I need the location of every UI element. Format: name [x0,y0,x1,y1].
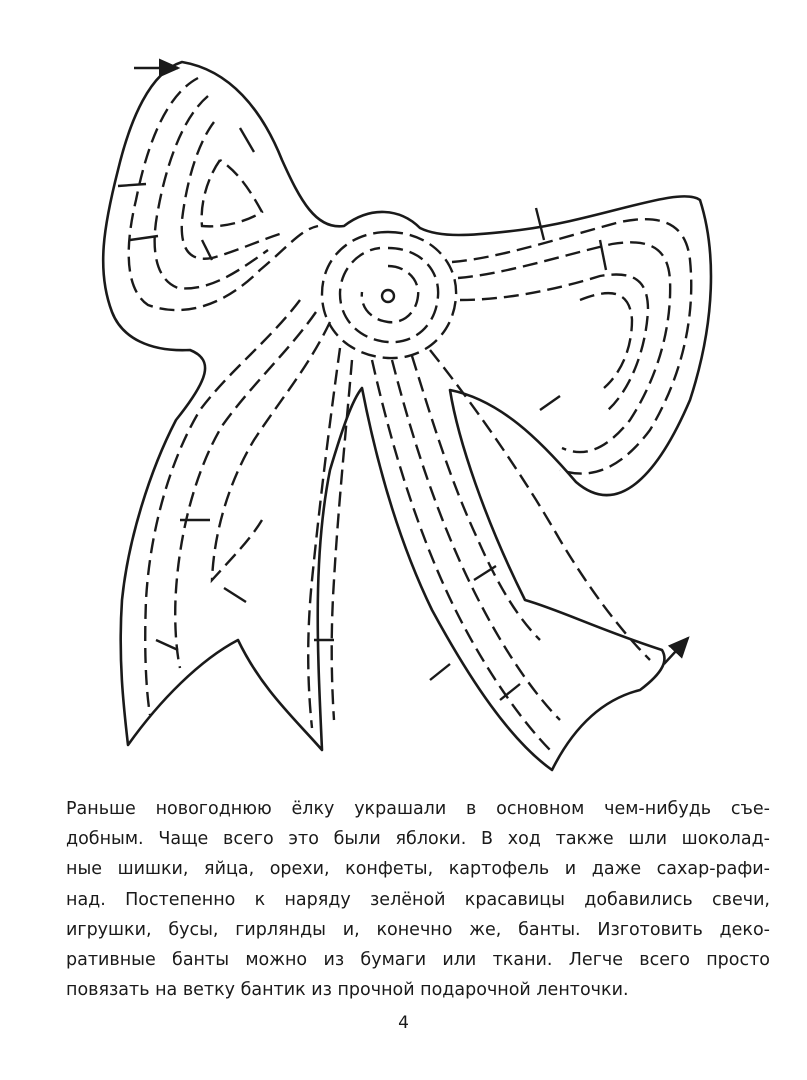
text-line: добным. Чаще всего это были яблоки. В ход также шли шоколад- [66,829,770,850]
knot-ring-inner [362,266,418,322]
finish-arrow-icon [664,638,688,664]
page-number: 4 [398,1013,409,1033]
text-line: ративные банты можно из бумаги или ткани. Легче всего просто [66,950,770,971]
left-tail-lane-3 [212,322,330,580]
right-loop-lane-2 [458,242,670,452]
right-loop-lane-1 [452,219,691,473]
right-tail-lane-2 [392,360,560,720]
right-tail-lane-1 [372,360,552,752]
knot-ring-middle [340,248,438,342]
knot-ring-outer [322,232,456,358]
text-line: повязать на ветку бантик из прочной подарочной ленточки. [66,980,629,1001]
text-line: Раньше новогоднюю ёлку украшали в основном чем-нибудь съе- [66,799,770,819]
left-tail-lane-1 [145,300,300,715]
left-tail-lane-2 [175,312,316,668]
text-line: ные шишки, яйца, орехи, конфеты, картофель и даже сахар-рафи- [66,859,770,880]
right-loop-lane-4 [580,293,632,388]
right-loop-lane-3 [460,274,648,410]
knot-center [382,290,394,302]
left-tail-lane-4 [308,348,340,728]
left-loop-lane-3 [182,122,286,259]
left-loop-lane-1 [129,78,318,310]
body-text [66,794,770,1005]
left-loop-lane-4 [202,160,262,226]
maze-walls [118,128,606,700]
text-line: над. Постепенно к наряду зелёной красавицы добавились свечи, [66,889,770,910]
text-line: игрушки, бусы, гирлянды и, конечно же, банты. Изготовить деко- [66,919,770,940]
